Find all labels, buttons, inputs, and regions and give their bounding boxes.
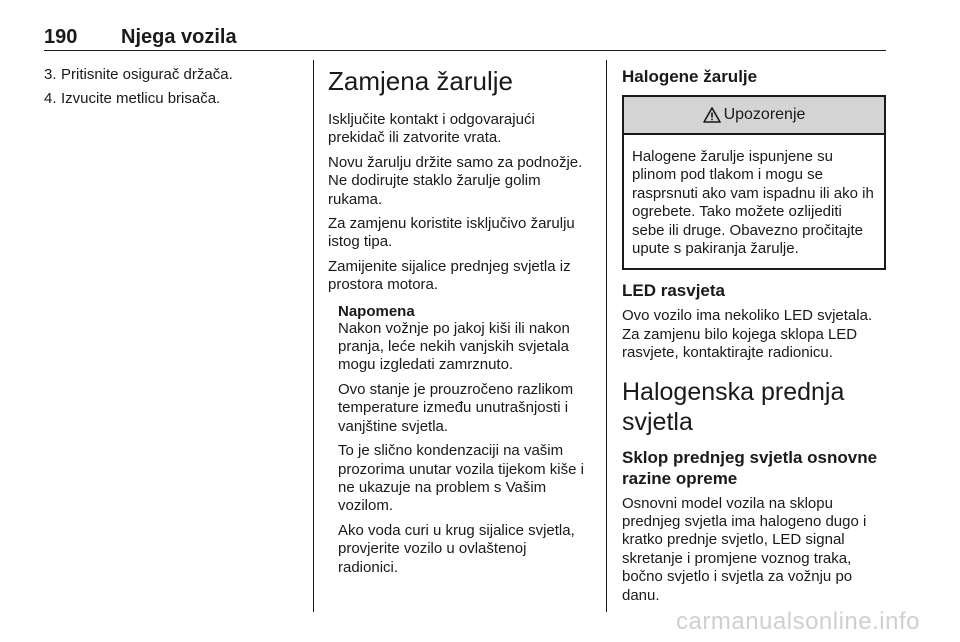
note-paragraph: Ovo stanje je prouzročeno razlikom temperature između unutrašnjosti i vanjštine svjetla.	[338, 380, 574, 435]
section-title-halogen-headlights: Halogenska prednja svjetla	[622, 377, 845, 436]
warning-triangle-icon	[703, 107, 721, 123]
step-number: 3.	[44, 66, 57, 83]
paragraph: Isključite kontakt i odgovarajući prekidač ili zatvorite vrata.	[328, 111, 535, 147]
heading-halogen-bulbs: Halogene žarulje	[622, 67, 758, 86]
warning-title: Upozorenje	[723, 106, 806, 123]
column-2	[328, 60, 588, 583]
header-rule	[44, 50, 886, 51]
note-paragraph: To je slično kondenzaciji na vašim prozorima unutar vozila tijekom kiše i ne ukazuje na problem s Vašim vozilom.	[338, 442, 584, 515]
column-divider-2	[606, 60, 607, 612]
paragraph: Za zamjenu koristite isključivo žarulju istog tipa.	[328, 215, 575, 251]
column-1	[44, 60, 304, 109]
chapter-title: Njega vozila	[121, 26, 237, 48]
watermark: carmanualsonline.info	[676, 608, 920, 635]
column-divider-1	[313, 60, 314, 612]
note-paragraph: Ako voda curi u krug sijalice svjetla, provjerite vozilo u ovlaštenoj radionici.	[338, 521, 575, 576]
list-item	[44, 90, 304, 108]
step-text: Pritisnite osigurač držača.	[61, 66, 233, 83]
heading-basic-headlight-assembly: Sklop prednjeg svjetla osnovne razine opreme	[622, 447, 878, 488]
step-number: 4.	[44, 90, 57, 108]
list-item	[44, 66, 304, 84]
section-title-bulb-replacement: Zamjena žarulje	[328, 66, 513, 96]
paragraph: Novu žarulju držite samo za podnožje. Ne dodirujte staklo žarulje golim rukama.	[328, 153, 583, 208]
note-paragraph: Nakon vožnje po jakoj kiši ili nakon pranja, leće nekih vanjskih svjetala mogu izgledati zamrznuto.	[338, 319, 570, 374]
column-3	[622, 60, 888, 605]
paragraph: Osnovni model vozila na sklopu prednjeg svjetla ima halogeno dugo i kratko prednje svjetlo, LED signal skretanje i promjene voznog traka, bočno svjetlo i svjetla za vožnju po danu.	[622, 494, 867, 604]
heading-led-lighting: LED rasvjeta	[622, 281, 725, 301]
step-text: Izvucite metlicu brisača.	[61, 90, 221, 108]
warning-box	[622, 95, 886, 270]
paragraph: Ovo vozilo ima nekoliko LED svjetala. Za zamjenu bilo kojega sklopa LED rasvjete, kontaktirajte radionicu.	[622, 307, 873, 362]
note-block	[338, 303, 588, 577]
warning-text: Halogene žarulje ispunjene su plinom pod tlakom i mogu se rasprsnuti ako vam ispadnu ili ako ih ogrebete. Tako možete ozlijediti sebe ili druge. Obavezno pročitajte upute s pakiranja žarulje.	[632, 148, 874, 258]
note-title: Napomena	[338, 302, 415, 320]
page-header	[44, 22, 886, 52]
paragraph: Zamijenite sijalice prednjeg svjetla iz prostora motora.	[328, 257, 571, 294]
page-number: 190	[44, 26, 78, 48]
warning-header	[624, 97, 884, 135]
